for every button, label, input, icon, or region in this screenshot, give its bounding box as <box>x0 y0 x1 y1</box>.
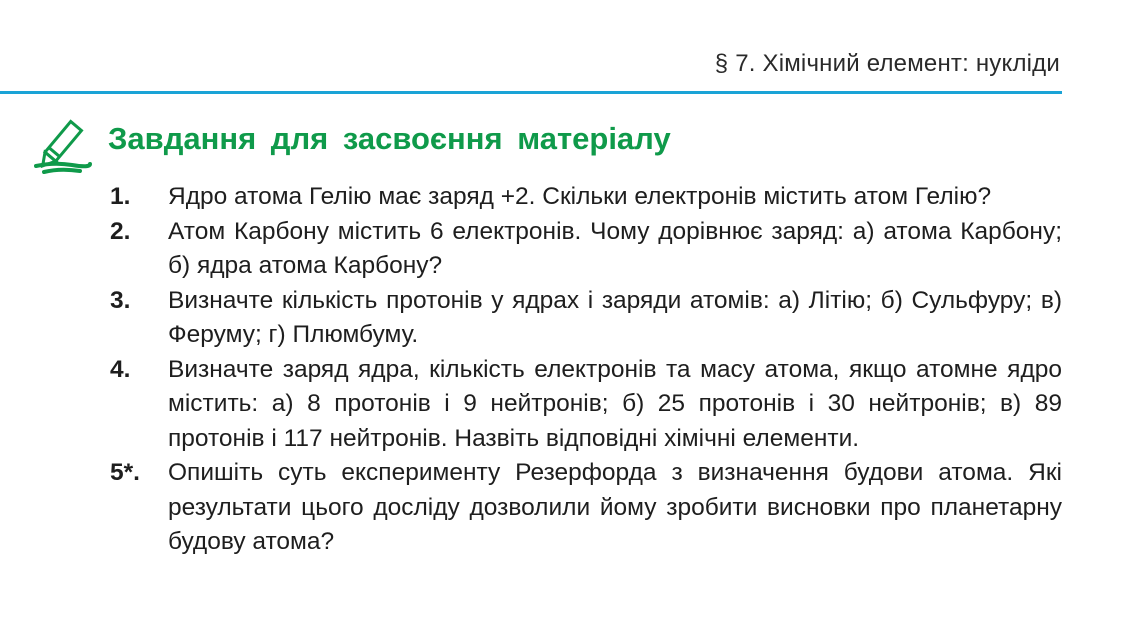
task-text: Визначте заряд ядра, кількість електронів та масу атома, якщо атомне ядро містить: а) 8 протонів і 9 нейтронів; б) 25 протонів і 30 нейтронів; в) 89 протонів і 117 нейтронів. Назвіть відповідні хімічні елементи. <box>168 355 1062 452</box>
running-head: § 7. Хімічний елемент: нукліди <box>714 50 1060 77</box>
task-text: Ядро атома Гелію має заряд +2. Скільки електронів містить атом Гелію? <box>168 183 992 210</box>
task-number: 4. <box>110 355 131 383</box>
task-item <box>110 284 1062 353</box>
task-text: Визначте кількість протонів у ядрах і заряди атомів: а) Літію; б) Сульфуру; в) Феруму; г) Плюмбуму. <box>168 286 1062 348</box>
task-number: 1. <box>110 183 131 210</box>
task-number: 2. <box>110 217 131 245</box>
header-rule <box>0 91 1062 94</box>
task-number: 5*. <box>110 459 140 486</box>
task-item <box>110 353 1062 457</box>
section-title: Завдання для засвоєння матеріалу <box>108 121 671 156</box>
task-item <box>110 456 1062 560</box>
task-item <box>110 215 1062 284</box>
task-number: 3. <box>110 286 131 314</box>
task-text: Атом Карбону містить 6 електронів. Чому дорівнює заряд: а) атома Карбону; б) ядра атома Карбону? <box>168 217 1062 279</box>
task-list <box>110 180 1062 560</box>
task-text: Опишіть суть експерименту Резерфорда з визначення будови атома. Які результати цього досліду дозволили йому зробити висновки про планетарну будову атома? <box>168 459 1062 555</box>
pencil-icon <box>30 112 94 178</box>
task-item <box>110 180 1062 215</box>
